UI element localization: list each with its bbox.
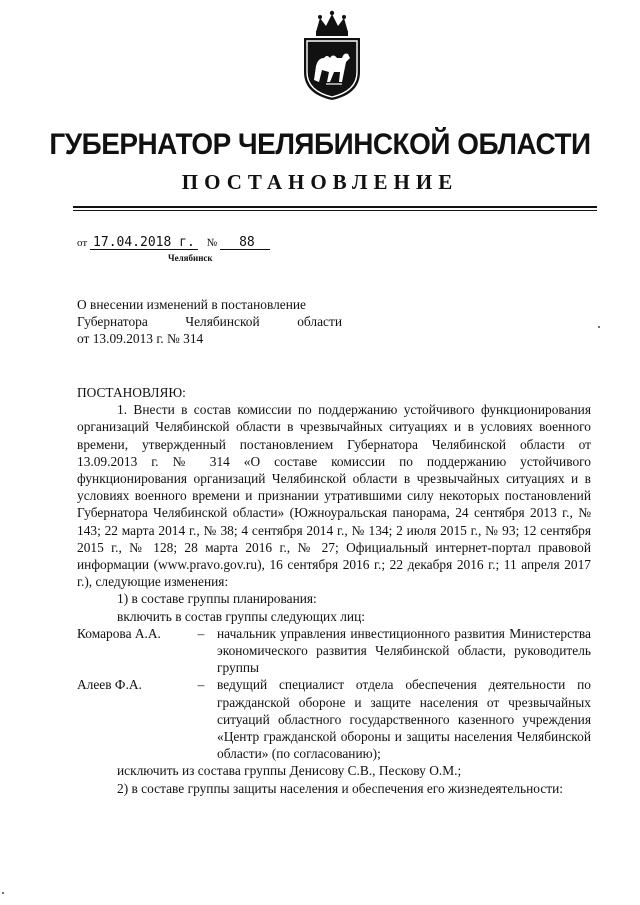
- date-number-line: [77, 236, 270, 250]
- header-rule-thin: [73, 210, 597, 211]
- subitem-1: 1) в составе группы планирования:: [117, 591, 317, 607]
- subject-line-3: от 13.09.2013 г. № 314: [77, 331, 204, 346]
- exclude-line: исключить из состава группы Денисову С.В., Пескову О.М.;: [117, 763, 462, 779]
- number-sign: №: [206, 237, 218, 249]
- member-dash: –: [197, 625, 205, 641]
- chelyabinsk-coat-of-arms-icon: [296, 10, 368, 102]
- scan-speck: [598, 326, 600, 328]
- city-label: Челябинск: [168, 253, 213, 263]
- date-prefix: от: [77, 237, 88, 249]
- document-subject: [77, 296, 342, 347]
- header-rule-thick: [73, 206, 597, 208]
- issuer-title: ГУБЕРНАТОР ЧЕЛЯБИНСКОЙ ОБЛАСТИ: [49, 128, 591, 161]
- member-row: [77, 625, 591, 677]
- scan-speck: [2, 892, 4, 894]
- member-position: начальник управления инвестиционного развития Министерства экономического развития Челябинской области, руководитель группы: [217, 625, 591, 676]
- include-line: включить в состав группы следующих лиц:: [117, 608, 365, 624]
- subject-line-1: О внесении изменений в постановление: [77, 297, 306, 312]
- decree-word: ПОСТАНОВЛЯЮ:: [77, 385, 186, 400]
- document-body: [77, 384, 591, 797]
- paragraph-1: 1. Внести в состав комиссии по поддержанию устойчивого функционирования организаций Челябинской области в чрезвычайных ситуациях и в условиях военного времени, утвержденный постановлением Губернатора Челябинской области от 13.09.2013 г. № 314 «О составе комиссии по поддержанию устойчивого функционирования организаций Челябинской области в чрезвычайных ситуациях и в условиях военного времени и признании утратившими силу некоторых постановлений Губернатора Челябинской области» (Южноуральская панорама, 24 сентября 2013 г., № 143; 22 марта 2014 г., № 38; 4 сентября 2014 г., № 134; 2 июля 2015 г., № 93; 12 сентября 2015 г., № 128; 28 марта 2016 г., № 27; Официальный интернет-портал правовой информации (www.pravo.gov.ru), 16 сентября 2016 г.; 22 декабря 2016 г.; 11 апреля 2017 г.), следующие изменения:: [77, 402, 591, 590]
- member-position: ведущий специалист отдела обеспечения деятельности по гражданской обороне и защите населения от чрезвычайных ситуаций областного государственного казенного учреждения «Центр гражданской обороны и защиты населения Челябинской области» (по согласованию);: [217, 677, 591, 762]
- document-number: 88: [220, 236, 270, 250]
- subject-line-2: Губернатора Челябинской области: [77, 314, 342, 329]
- subitem-2: 2) в составе группы защиты населения и обеспечения его жизнедеятельности:: [117, 780, 564, 796]
- member-name: Алеев Ф.А.: [77, 677, 142, 693]
- document-date: 17.04.2018 г.: [90, 236, 198, 250]
- member-dash: –: [197, 677, 205, 693]
- document-type: ПОСТАНОВЛЕНИЕ: [181, 170, 459, 194]
- member-name: Комарова А.А.: [77, 625, 161, 641]
- member-row: [77, 676, 591, 762]
